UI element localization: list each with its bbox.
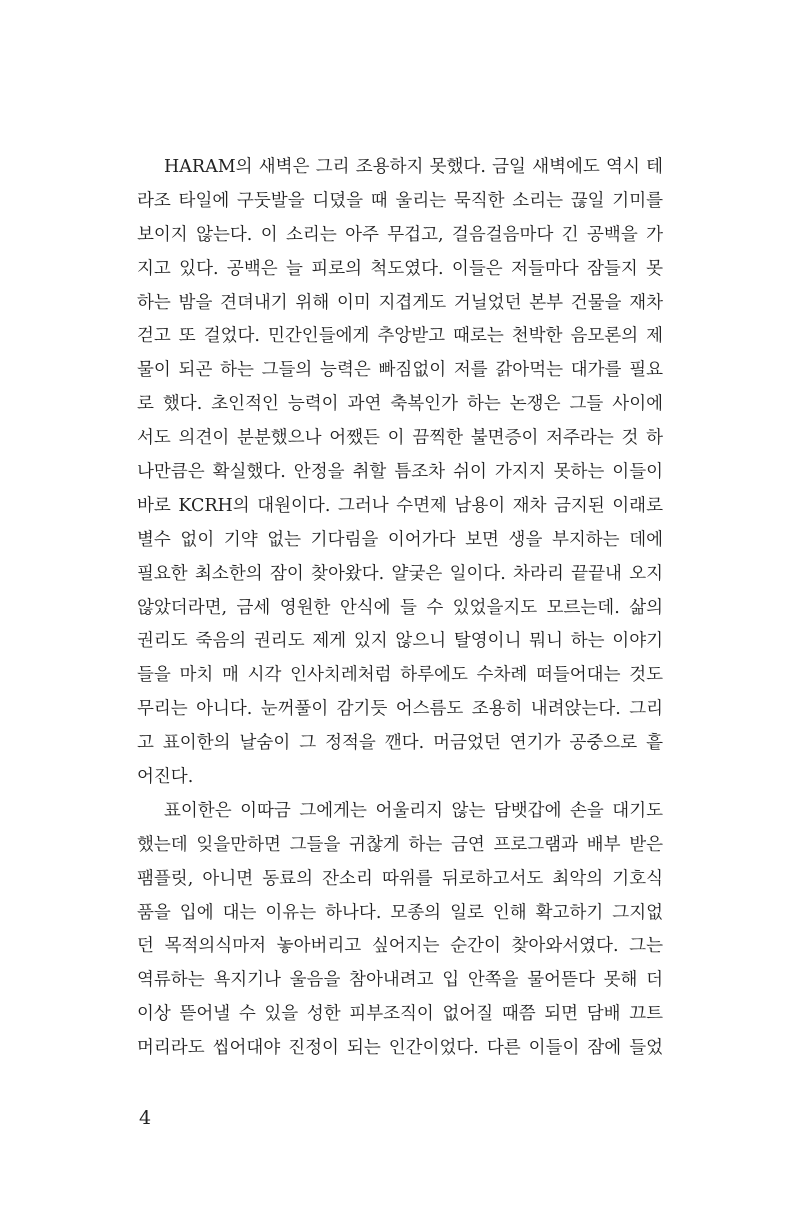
paragraph-2 [137,795,663,1066]
text-line: 보이지 않는다. 이 소리는 아주 무겁고, 걸음걸음마다 긴 공백을 가 [137,224,663,245]
text-line: 바로 KCRH의 대원이다. 그러나 수면제 남용이 재차 금지된 이래로 [137,495,663,516]
text-line: 권리도 죽음의 권리도 제게 있지 않으니 탈영이니 뭐니 하는 이야기 [137,631,663,652]
text-line: 던 목적의식마저 놓아버리고 싶어지는 순간이 찾아와서였다. 그는 [137,936,663,957]
text-line: 걷고 또 걸었다. 민간인들에게 추앙받고 때로는 천박한 음모론의 제 [137,326,663,347]
text-line: 하는 밤을 견뎌내기 위해 이미 지겹게도 거닐었던 본부 건물을 재차 [137,292,663,313]
text-line: 표이한은 이따금 그에게는 어울리지 않는 담뱃갑에 손을 대기도 [164,800,663,821]
paragraph-1 [137,151,663,795]
text-line: 로 했다. 초인적인 능력이 과연 축복인가 하는 논쟁은 그들 사이에 [137,394,663,415]
text-line: 어진다. [137,767,194,788]
text-line: 들을 마치 매 시각 인사치레처럼 하루에도 수차례 떠들어대는 것도 [137,665,663,686]
text-line: 역류하는 욕지기나 울음을 참아내려고 입 안쪽을 물어뜯다 못해 더 [137,970,663,991]
page-number: 4 [139,1107,152,1129]
text-line: 서도 의견이 분분했으나 어쨌든 이 끔찍한 불면증이 저주라는 것 하 [137,428,663,449]
text-line: 지고 있다. 공백은 늘 피로의 척도였다. 이들은 저들마다 잠들지 못 [137,258,663,279]
text-line: HARAM의 새벽은 그리 조용하지 못했다. 금일 새벽에도 역시 테 [164,157,663,177]
text-line: 나만큼은 확실했다. 안정을 취할 틈조차 쉬이 가지지 못하는 이들이 [137,462,663,483]
text-line: 별수 없이 기약 없는 기다림을 이어가다 보면 생을 부지하는 데에 [137,529,663,550]
text-line: 머리라도 씹어대야 진정이 되는 인간이었다. 다른 이들이 잠에 들었 [137,1038,663,1059]
text-line: 물이 되곤 하는 그들의 능력은 빠짐없이 저를 갉아먹는 대가를 필요 [137,360,663,381]
text-line: 이상 뜯어낼 수 있을 성한 피부조직이 없어질 때쯤 되면 담배 끄트 [137,1004,663,1025]
body-text [137,151,663,1066]
text-line: 했는데 잊을만하면 그들을 귀찮게 하는 금연 프로그램과 배부 받은 [137,834,663,855]
text-line: 무리는 아니다. 눈꺼풀이 감기듯 어스름도 조용히 내려앉는다. 그리 [137,699,663,720]
text-line: 않았더라면, 금세 영원한 안식에 들 수 있었을지도 모르는데. 삶의 [137,597,663,618]
text-line: 품을 입에 대는 이유는 하나다. 모종의 일로 인해 확고하기 그지없 [137,902,663,923]
text-line: 고 표이한의 날숨이 그 정적을 깬다. 머금었던 연기가 공중으로 흩 [137,733,663,754]
text-line: 라조 타일에 구둣발을 디뎠을 때 울리는 묵직한 소리는 끊일 기미를 [137,190,663,211]
text-line: 팸플릿, 아니면 동료의 잔소리 따위를 뒤로하고서도 최악의 기호식 [137,868,663,889]
text-line: 필요한 최소한의 잠이 찾아왔다. 얄궂은 일이다. 차라리 끝끝내 오지 [137,563,663,584]
